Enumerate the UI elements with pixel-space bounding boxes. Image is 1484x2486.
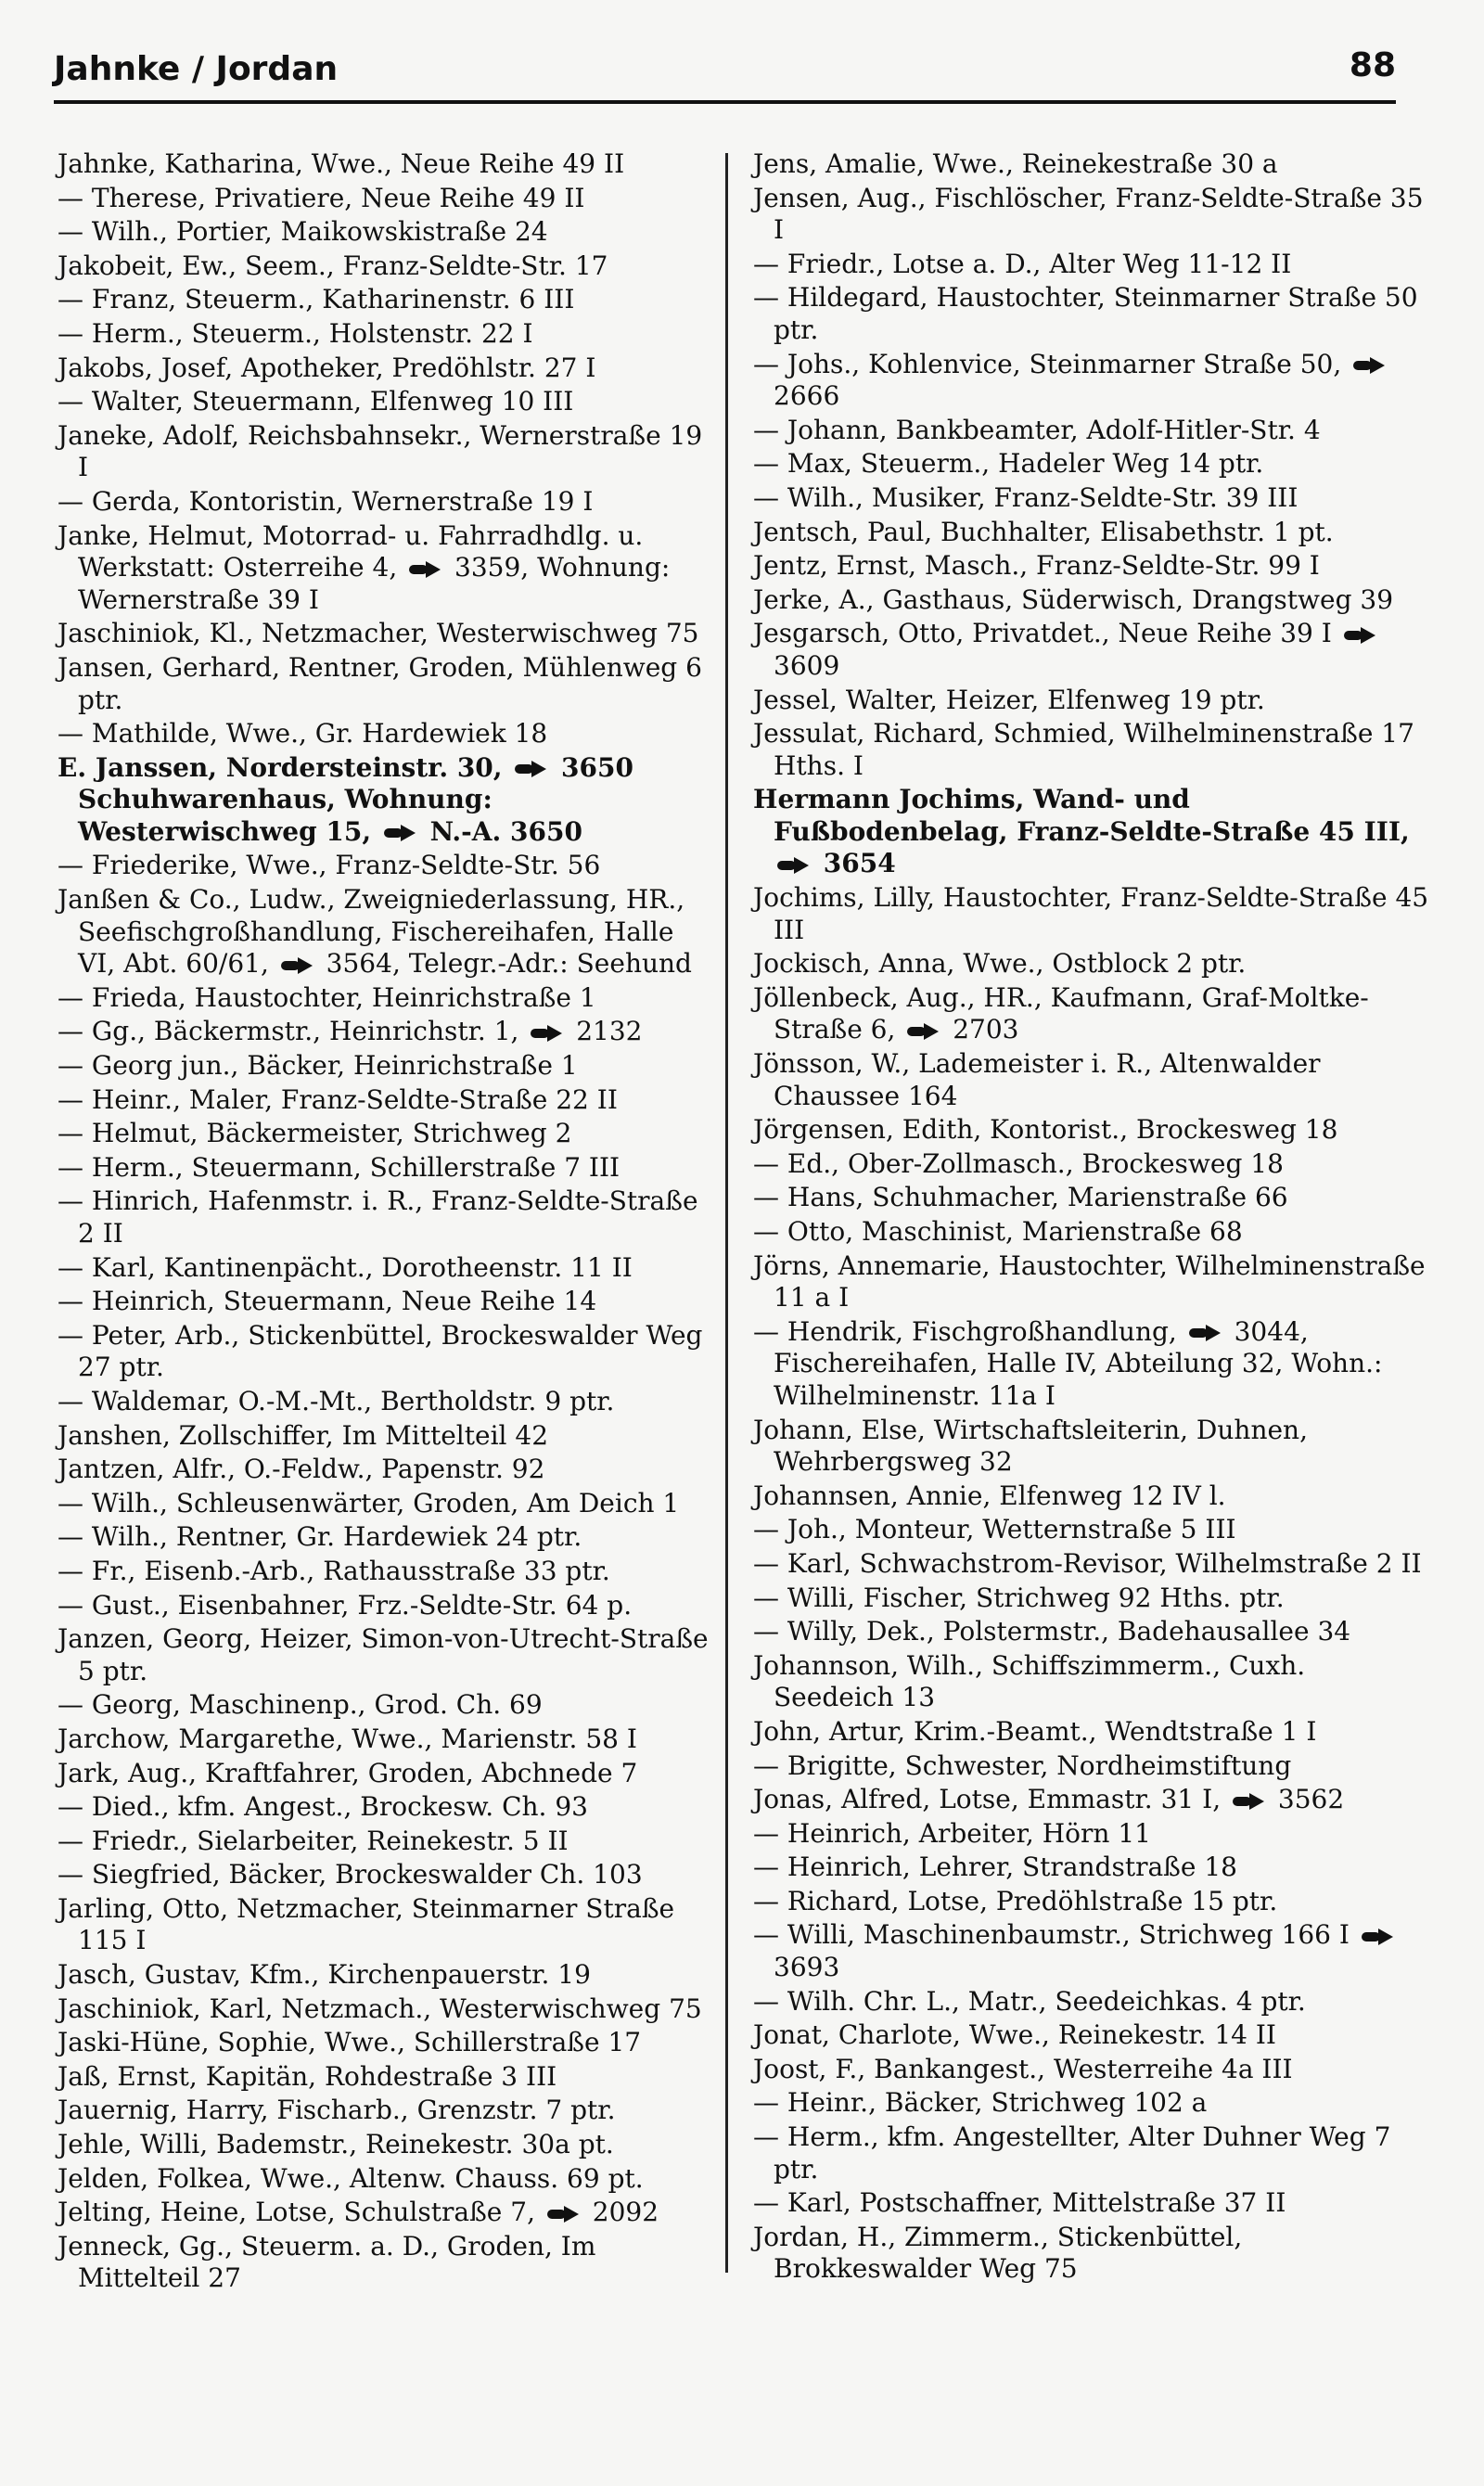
directory-entry: Jörgensen, Edith, Kontorist., Brockesweg 18 xyxy=(753,1114,1338,1146)
directory-entry: — Heinrich, Arbeiter, Hörn 11 xyxy=(753,1817,1151,1849)
directory-entry: Jörns, Annemarie, Haustochter, Wilhelminenstraße 11 a I xyxy=(753,1249,1426,1313)
directory-entry: Jöllenbeck, Aug., HR., Kaufmann, Graf-Moltke-Straße 6, 2703 xyxy=(753,981,1369,1045)
directory-entry: Jentz, Ernst, Masch., Franz-Seldte-Str. 99 I xyxy=(753,550,1320,582)
directory-entry: Jaschiniok, Karl, Netzmach., Westerwischweg 75 xyxy=(58,1993,702,2024)
directory-entry: Jochims, Lilly, Haustochter, Franz-Seldte-Straße 45 III xyxy=(753,882,1429,945)
directory-entry: — Willi, Maschinenbaumstr., Strichweg 166 I 3693 xyxy=(753,1919,1430,1983)
directory-entry: Janzen, Georg, Heizer, Simon-von-Utrecht-Straße 5 ptr. xyxy=(58,1623,709,1686)
directory-entry: — Karl, Schwachstrom-Revisor, Wilhelmstraße 2 II xyxy=(753,1547,1422,1579)
telephone-icon xyxy=(1189,1326,1221,1339)
directory-entry: — Gerda, Kontoristin, Wernerstraße 19 I xyxy=(58,485,594,517)
directory-entry: Jessel, Walter, Heizer, Elfenweg 19 ptr. xyxy=(753,684,1265,715)
directory-entry: — Wilh., Musiker, Franz-Seldte-Str. 39 III xyxy=(753,481,1298,513)
directory-entry: Jantzen, Alfr., O.-Feldw., Papenstr. 92 xyxy=(58,1454,545,1485)
directory-entry: Joost, F., Bankangest., Westerreihe 4a III xyxy=(753,2053,1293,2084)
directory-entry: Jenneck, Gg., Steuerm. a. D., Groden, Im Mittelteil 27 xyxy=(58,2230,596,2294)
directory-entry: — Walter, Steuermann, Elfenweg 10 III xyxy=(58,386,574,417)
telephone-icon xyxy=(547,2208,579,2221)
directory-entry: Jonat, Charlote, Wwe., Reinekestr. 14 II xyxy=(753,2019,1276,2051)
directory-entry: Jahnke, Katharina, Wwe., Neue Reihe 49 II xyxy=(58,148,625,179)
directory-entry: — Hinrich, Hafenmstr. i. R., Franz-Seldte-Straße 2 II xyxy=(58,1185,698,1249)
directory-entry: Jakobs, Josef, Apotheker, Predöhlstr. 27 I xyxy=(58,352,596,383)
directory-entry: — Mathilde, Wwe., Gr. Hardewiek 18 xyxy=(58,718,548,750)
directory-entry: John, Artur, Krim.-Beamt., Wendtstraße 1 I xyxy=(753,1715,1317,1747)
directory-entry: — Willi, Fischer, Strichweg 92 Hths. ptr. xyxy=(753,1582,1285,1613)
directory-entry: — Johs., Kohlenvice, Steinmarner Straße 50, 2666 xyxy=(753,349,1430,413)
directory-entry: — Johann, Bankbeamter, Adolf-Hitler-Str. 4 xyxy=(753,414,1321,445)
directory-entry: — Herm., kfm. Angestellter, Alter Duhner Weg 7 ptr. xyxy=(753,2121,1391,2185)
directory-entry: Hermann Jochims, Wand- und Fußbodenbelag, Franz-Seldte-Straße 45 III, 3654 xyxy=(753,784,1410,879)
telephone-icon xyxy=(384,827,416,839)
telephone-icon xyxy=(777,859,809,872)
directory-entry: Jarling, Otto, Netzmacher, Steinmarner Straße 115 I xyxy=(58,1892,675,1956)
directory-entry: — Friederike, Wwe., Franz-Seldte-Str. 56 xyxy=(58,850,601,881)
directory-entry: — Herm., Steuerm., Holstenstr. 22 I xyxy=(58,317,533,349)
directory-entry: Jelden, Folkea, Wwe., Altenw. Chauss. 69 pt. xyxy=(58,2162,644,2194)
directory-entry: Jessulat, Richard, Schmied, Wilhelminenstraße 17 Hths. I xyxy=(753,718,1414,781)
directory-entry: — Peter, Arb., Stickenbüttel, Brockeswalder Weg 27 ptr. xyxy=(58,1319,703,1383)
directory-entry: — Heinrich, Steuermann, Neue Reihe 14 xyxy=(58,1286,597,1317)
telephone-icon xyxy=(409,563,441,576)
directory-entry: Janshen, Zollschiffer, Im Mittelteil 42 xyxy=(58,1419,549,1451)
telephone-icon xyxy=(1353,359,1385,372)
directory-entry: — Hildegard, Haustochter, Steinmarner Straße 50 ptr. xyxy=(753,282,1418,345)
directory-entry: Jarchow, Margarethe, Wwe., Marienstr. 58 I xyxy=(58,1723,637,1754)
directory-entry: — Heinrich, Lehrer, Strandstraße 18 xyxy=(753,1852,1237,1883)
directory-entry: Johann, Else, Wirtschaftsleiterin, Duhnen, Wehrbergsweg 32 xyxy=(753,1414,1308,1478)
directory-entry: — Wilh. Chr. L., Matr., Seedeichkas. 4 ptr. xyxy=(753,1985,1306,2017)
directory-entry: Jesgarsch, Otto, Privatdet., Neue Reihe 39 I 3609 xyxy=(753,618,1430,682)
directory-entry: Jauernig, Harry, Fischarb., Grenzstr. 7 ptr. xyxy=(58,2095,616,2126)
directory-entry: — Joh., Monteur, Wetternstraße 5 III xyxy=(753,1514,1236,1545)
telephone-icon xyxy=(907,1025,939,1038)
directory-entry: — Karl, Postschaffner, Mittelstraße 37 II xyxy=(753,2187,1286,2219)
directory-entry: — Friedr., Sielarbeiter, Reinekestr. 5 II xyxy=(58,1825,569,1856)
directory-entry: Jark, Aug., Kraftfahrer, Groden, Abchnede 7 xyxy=(58,1757,638,1788)
directory-entry: — Ed., Ober-Zollmasch., Brockesweg 18 xyxy=(753,1147,1284,1179)
directory-entry: — Wilh., Portier, Maikowskistraße 24 xyxy=(58,216,548,248)
directory-entry: — Georg jun., Bäcker, Heinrichstraße 1 xyxy=(58,1050,578,1082)
directory-entry: Janeke, Adolf, Reichsbahnsekr., Wernerstraße 19 I xyxy=(58,419,703,483)
directory-entry: Jordan, H., Zimmerm., Stickenbüttel, Brokkeswalder Weg 75 xyxy=(753,2221,1243,2285)
directory-entry: — Therese, Privatiere, Neue Reihe 49 II xyxy=(58,182,585,213)
directory-entry: — Willy, Dek., Polstermstr., Badehausallee 34 xyxy=(753,1616,1351,1647)
directory-entry: Johannson, Wilh., Schiffszimmerm., Cuxh. Seedeich 13 xyxy=(753,1649,1306,1713)
telephone-icon xyxy=(1233,1795,1264,1808)
page-header xyxy=(54,43,1396,98)
directory-entry: Jens, Amalie, Wwe., Reinekestraße 30 a xyxy=(753,148,1278,179)
column-divider xyxy=(725,153,728,2273)
page-number: 88 xyxy=(1349,46,1396,84)
directory-entry: — Siegfried, Bäcker, Brockeswalder Ch. 103 xyxy=(58,1859,643,1890)
header-divider xyxy=(54,100,1396,104)
directory-entry: — Gust., Eisenbahner, Frz.-Seldte-Str. 64 p. xyxy=(58,1589,633,1621)
directory-entry: Janke, Helmut, Motorrad- u. Fahrradhdlg. u. Werkstatt: Osterreihe 4, 3359, Wohnung: Wernerstraße 39 I xyxy=(58,519,671,615)
directory-entry: Jentsch, Paul, Buchhalter, Elisabethstr. 1 pt. xyxy=(753,516,1334,547)
directory-entry: — Franz, Steuerm., Katharinenstr. 6 III xyxy=(58,284,575,315)
directory-entry: — Friedr., Lotse a. D., Alter Weg 11-12 II xyxy=(753,248,1292,279)
directory-entry: — Max, Steuerm., Hadeler Weg 14 ptr. xyxy=(753,448,1264,480)
directory-entry: Jansen, Gerhard, Rentner, Groden, Mühlenweg 6 ptr. xyxy=(58,651,702,715)
directory-entry: — Heinr., Bäcker, Strichweg 102 a xyxy=(753,2087,1208,2119)
directory-entry: Jaschiniok, Kl., Netzmacher, Westerwischweg 75 xyxy=(58,618,699,649)
directory-entry: Jerke, A., Gasthaus, Süderwisch, Drangstweg 39 xyxy=(753,583,1394,615)
directory-entry: — Helmut, Bäckermeister, Strichweg 2 xyxy=(58,1118,572,1149)
directory-entry: — Frieda, Haustochter, Heinrichstraße 1 xyxy=(58,981,596,1013)
directory-entry: — Hendrik, Fischgroßhandlung, 3044, Fischereihafen, Halle IV, Abteilung 32, Wohn.: Wilhelminenstr. 11a I xyxy=(753,1315,1383,1411)
telephone-icon xyxy=(1344,629,1375,642)
directory-entry: — Herm., Steuermann, Schillerstraße 7 III xyxy=(58,1151,620,1183)
directory-entry: — Wilh., Rentner, Gr. Hardewiek 24 ptr. xyxy=(58,1521,582,1553)
directory-entry: Jakobeit, Ew., Seem., Franz-Seldte-Str. 17 xyxy=(58,250,608,281)
directory-entry: — Otto, Maschinist, Marienstraße 68 xyxy=(753,1216,1243,1247)
directory-entry: Jönsson, W., Lademeister i. R., Altenwalder Chaussee 164 xyxy=(753,1048,1321,1111)
directory-entry: E. Janssen, Nordersteinstr. 30, 3650 Schuhwarenhaus, Wohnung: Westerwischweg 15, N.-A. 3650 xyxy=(58,751,633,847)
directory-entry: — Karl, Kantinenpächt., Dorotheenstr. 11 II xyxy=(58,1251,633,1283)
directory-entry: Jonas, Alfred, Lotse, Emmastr. 31 I, 3562 xyxy=(753,1784,1345,1815)
directory-entry: — Died., kfm. Angest., Brockesw. Ch. 93 xyxy=(58,1791,588,1823)
directory-entry: — Georg, Maschinenp., Grod. Ch. 69 xyxy=(58,1689,543,1721)
directory-entry: Johannsen, Annie, Elfenweg 12 IV l. xyxy=(753,1480,1226,1511)
directory-entry: Jelting, Heine, Lotse, Schulstraße 7, 2092 xyxy=(58,2197,659,2228)
directory-entry: Janßen & Co., Ludw., Zweigniederlassung, HR., Seefischgroßhandlung, Fischereihafen, Halle VI, Abt. 60/61, 3564, Telegr.-Adr.: Seehund xyxy=(58,884,692,980)
directory-entry: Jaski-Hüne, Sophie, Wwe., Schillerstraße 17 xyxy=(58,2027,642,2058)
left-column xyxy=(58,148,716,2297)
directory-entry: Jockisch, Anna, Wwe., Ostblock 2 ptr. xyxy=(753,948,1247,980)
telephone-icon xyxy=(531,1027,562,1040)
directory-entry: Jensen, Aug., Fischlöscher, Franz-Seldte-Straße 35 I xyxy=(753,182,1424,246)
directory-entry: Jehle, Willi, Bademstr., Reinekestr. 30a pt. xyxy=(58,2129,614,2160)
directory-entry: — Wilh., Schleusenwärter, Groden, Am Deich 1 xyxy=(58,1487,680,1519)
telephone-icon xyxy=(1362,1930,1393,1943)
right-column xyxy=(753,148,1430,2287)
directory-entry: — Heinr., Maler, Franz-Seldte-Straße 22 II xyxy=(58,1083,618,1115)
telephone-icon xyxy=(281,959,313,972)
directory-entry: — Hans, Schuhmacher, Marienstraße 66 xyxy=(753,1182,1288,1213)
directory-entry: — Richard, Lotse, Predöhlstraße 15 ptr. xyxy=(753,1885,1278,1916)
page-title: Jahnke / Jordan xyxy=(54,50,339,88)
directory-entry: Jasch, Gustav, Kfm., Kirchenpauerstr. 19 xyxy=(58,1959,591,1991)
directory-entry: — Fr., Eisenb.-Arb., Rathausstraße 33 ptr. xyxy=(58,1555,610,1586)
directory-entry: — Brigitte, Schwester, Nordheimstiftung xyxy=(753,1749,1292,1781)
telephone-icon xyxy=(515,762,546,775)
directory-entry: — Waldemar, O.-M.-Mt., Bertholdstr. 9 ptr. xyxy=(58,1385,615,1416)
directory-entry: — Gg., Bäckermstr., Heinrichstr. 1, 2132 xyxy=(58,1016,643,1047)
directory-entry: Jaß, Ernst, Kapitän, Rohdestraße 3 III xyxy=(58,2060,557,2092)
